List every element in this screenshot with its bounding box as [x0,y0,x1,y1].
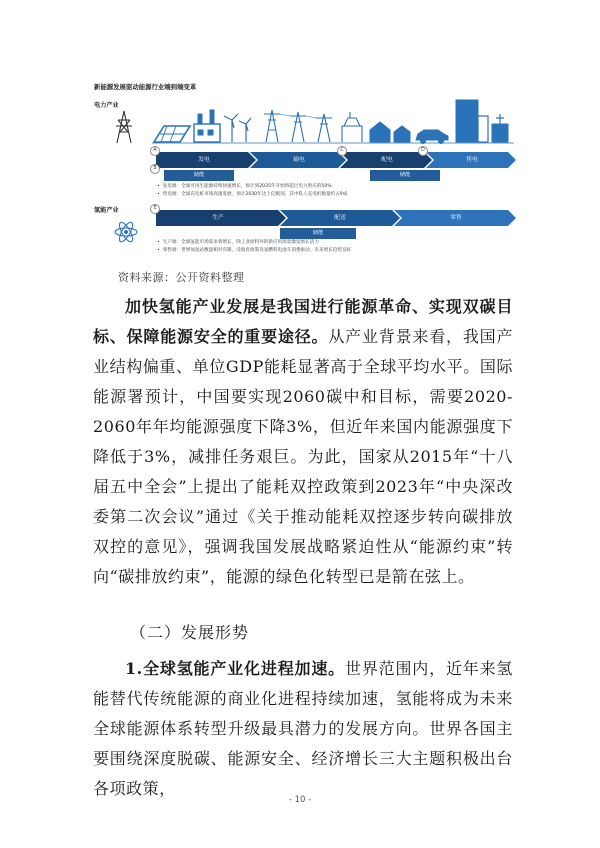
marker-a: A [150,146,160,156]
power-chain-generation: 发电 [198,157,210,163]
power-chain-transmission: 输电 [293,157,305,163]
marker-e: E [150,204,160,214]
power-value-chain [156,152,516,168]
hydrogen-note-item: • 零售端：世界加氢站数量相对有限，受政府政策及氢燃料电池车消费驱动，未来增长趋势良好 [157,247,351,255]
energy-skyline-illustration [152,96,514,144]
power-chain-retail: 售电 [466,157,478,163]
power-notes [157,183,347,199]
hydrogen-storage-bar: 储能 [280,228,356,239]
hydrogen-section-label: 氢能产业 [94,207,119,214]
section-heading: （二）发展形势 [130,623,250,642]
paragraph-2-body: 世界范围内，近年来氢能替代传统能源的商业化进程持续加速，氢能将成为未来全球能源体系转型升级最具潜力的发展方向。世界各国主要围绕深度脱碳、能源安全、经济增长三大主题积极出台各项政策， [93,659,513,798]
power-storage-bar-left: 储能 [164,170,234,181]
hydrogen-value-chain [156,210,516,226]
power-note-item: • 发电端：全球可再生能源持续快速增长，预计到2035年开始将超过电力供应的50% [157,183,347,191]
marker-d: D [418,146,428,156]
charging-station-icon [492,114,508,142]
paragraph-1 [93,292,513,592]
paragraph-2-lead: 1.全球氢能产业化进程加速。 [125,659,345,678]
office-building-icon [456,100,488,142]
figure-source: 资料来源：公开资料整理 [118,271,245,284]
power-note-item: • 售电端：全球充电桩市场高速发展，预计2030年达上亿级别，其中私人充电桩数量约占9成 [157,191,347,199]
marker-b: B [150,164,160,174]
paragraph-1-lead: 加快氢能产业发展是我国进行能源革命、实现双碳目标、保障能源安全的重要途径。 [93,297,513,346]
hydrogen-note-item: • 生产端：全球氢能市场需求将增长，除工业原料外的新应用场景激发增长活力 [157,239,351,247]
substation-icon [342,112,362,142]
power-tower-icon [114,110,134,144]
hydrogen-notes [157,239,351,255]
house-icon [370,122,410,142]
power-chain-distribution: 配电 [381,157,393,163]
power-storage-bar-right: 储能 [370,170,440,181]
page-number: - 10 - [288,795,312,805]
figure-title: 新能源发展驱动能源行业端到端变革 [94,83,197,91]
hydrogen-chain-production: 生产 [212,215,224,221]
marker-c: C [337,146,347,156]
power-section-label: 电力产业 [94,102,119,109]
wind-turbine-icon [224,114,251,142]
factory-icon [194,110,220,142]
solar-panel-icon [154,126,190,142]
paragraph-1-body: 从产业背景来看，我国产业结构偏重、单位GDP能耗显著高于全球平均水平。国际能源署预计，中国要实现2060碳中和目标，需要2020-2060年年均能源强度下降3%，但近年来国内能源强度下降低于3%，减排任务艰巨。为此，国家从2015年“十八届五中全会”上提出了能耗双控政策到2023年“中央深改委第二次会议”通过《关于推动能耗双控逐步转向碳排放双控的意见》，强调我国发展战略紧迫性从“能源约束”转向“碳排放约束”，能源的绿色化转型已是箭在弦上。 [93,327,513,586]
electric-car-icon [416,130,448,144]
hydrogen-atom-icon [114,220,138,244]
paragraph-2 [93,654,513,804]
industry-figure [94,82,514,252]
hydrogen-chain-delivery: 配送 [334,215,346,221]
transmission-tower-icon [264,110,332,142]
hydrogen-chain-retail: 零售 [450,215,462,221]
